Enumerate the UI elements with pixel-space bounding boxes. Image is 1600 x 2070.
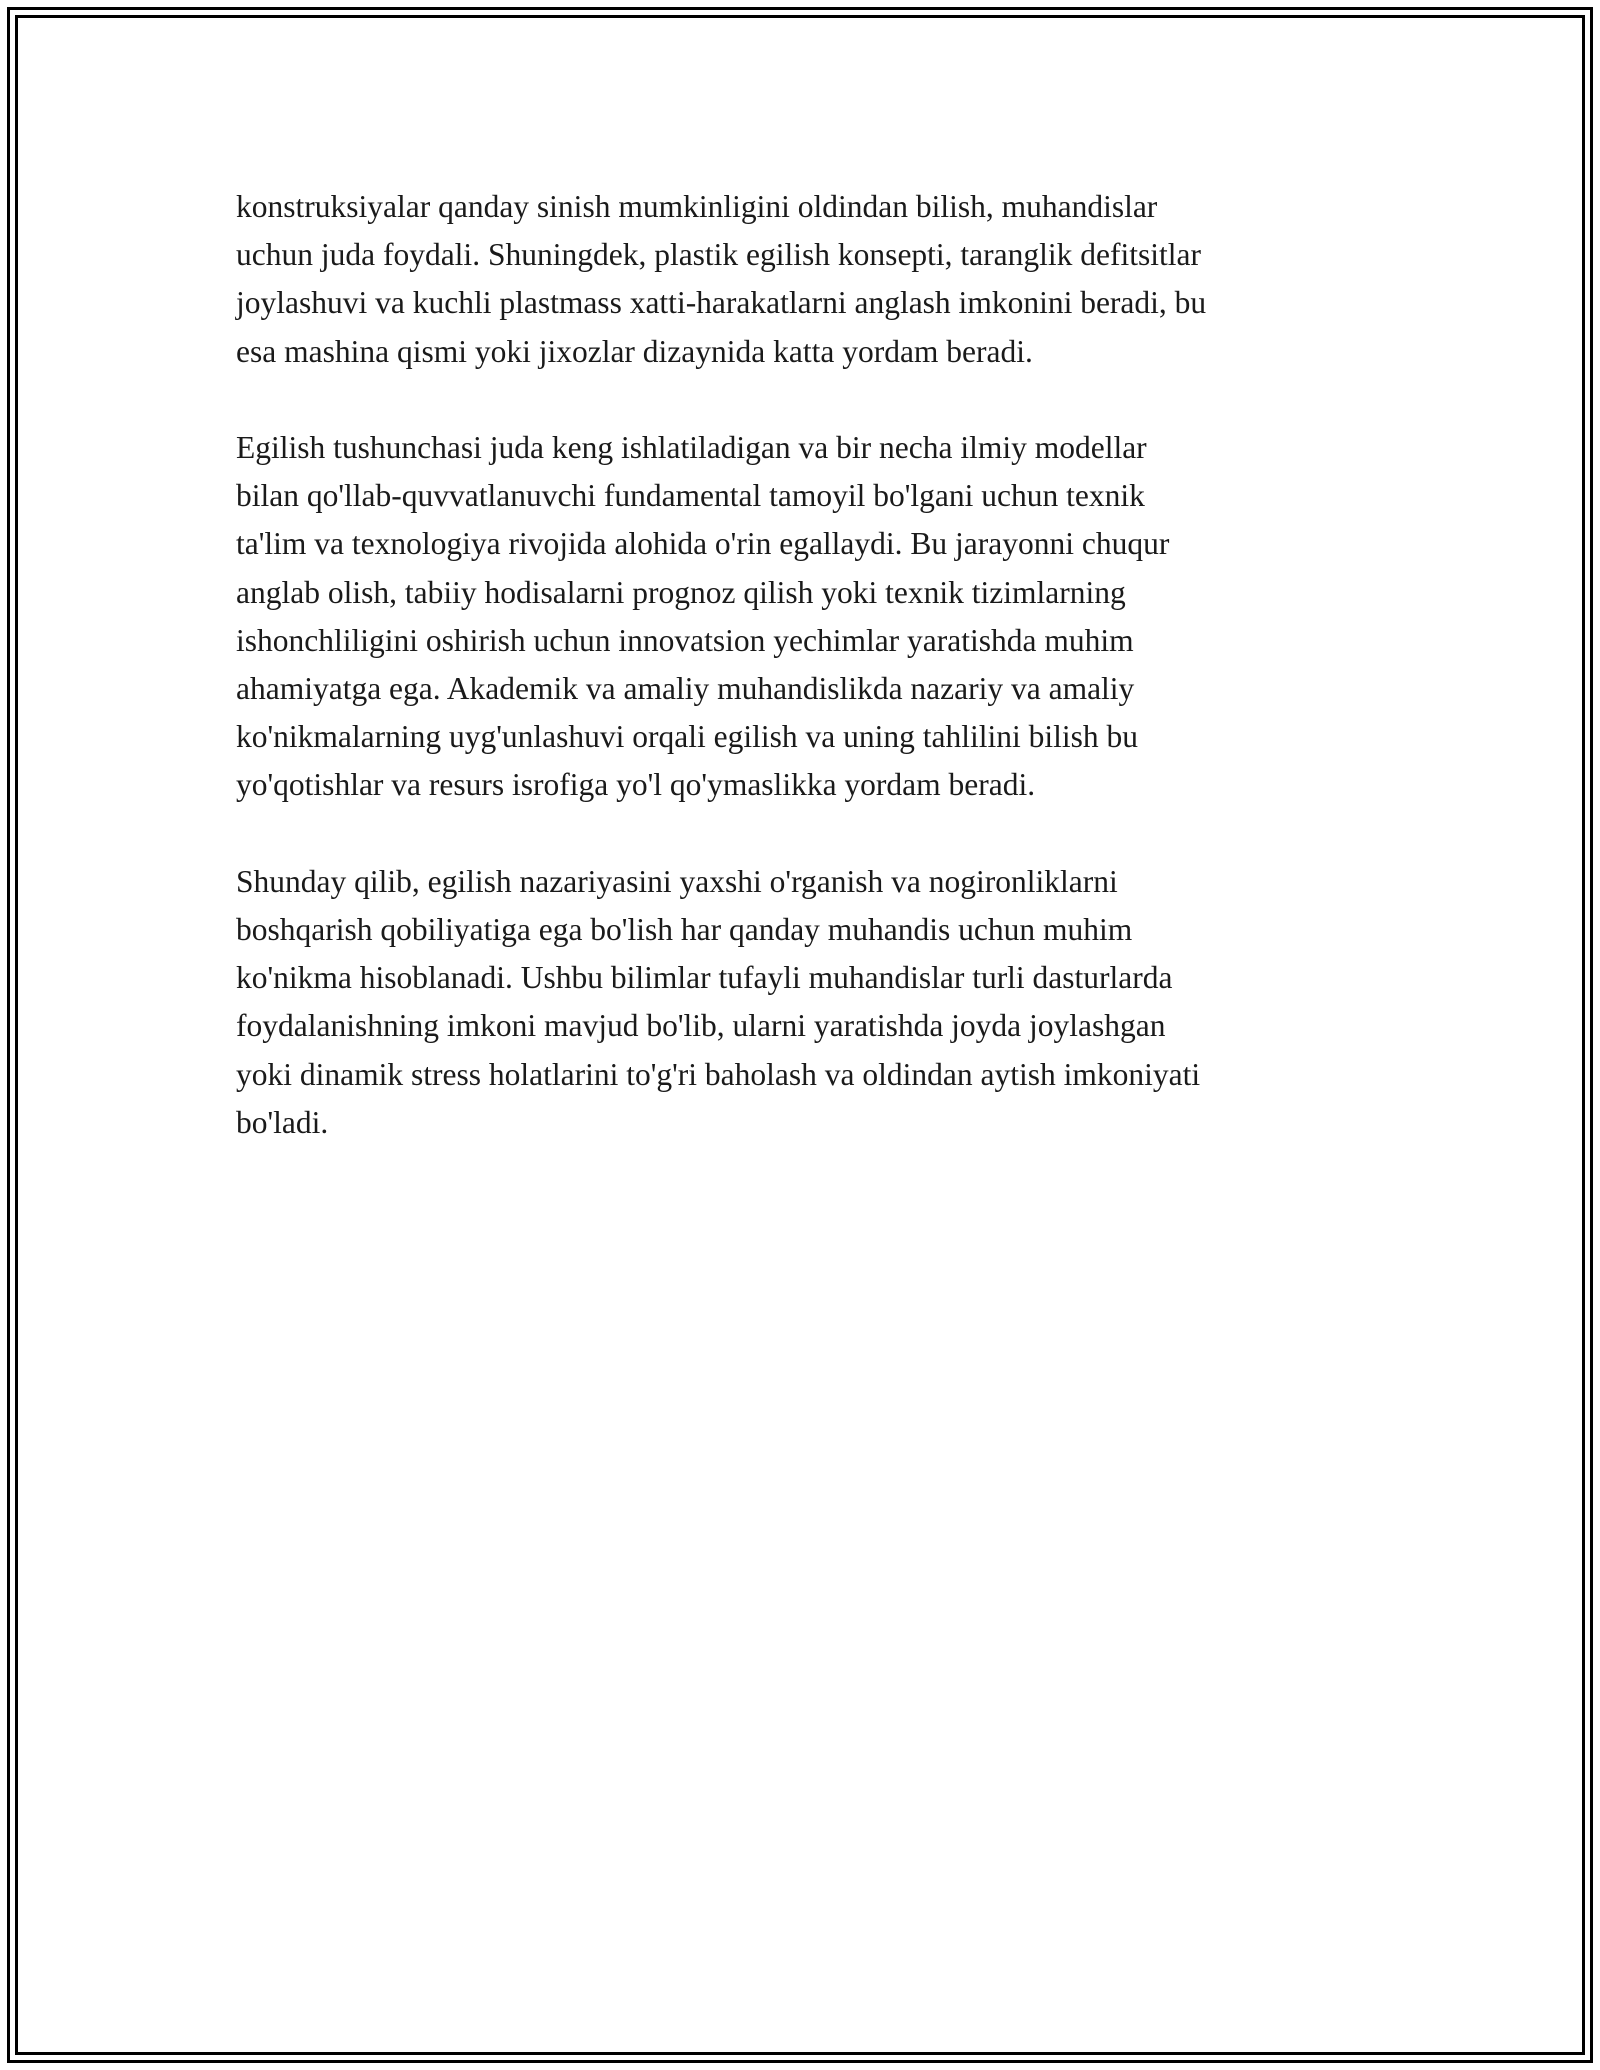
text-line: ishonchliligini oshirish uchun innovatsion yechimlar yaratishda muhim: [236, 622, 1134, 658]
text-line: bo'ladi.: [236, 1104, 329, 1140]
text-line: ta'lim va texnologiya rivojida alohida o'rin egallaydi. Bu jarayonni chuqur: [236, 526, 1170, 562]
text-line: ahamiyatga ega. Akademik va amaliy muhandislikda nazariy va amaliy: [236, 671, 1135, 707]
text-line: foydalanishning imkoni mavjud bo'lib, ularni yaratishda joyda joylashgan: [236, 1008, 1166, 1044]
text-line: konstruksiyalar qanday sinish mumkinligini oldindan bilish, muhandislar: [236, 189, 1158, 224]
document-body: [236, 183, 1376, 1195]
text-line: esa mashina qismi yoki jixozlar dizaynida katta yordam beradi.: [236, 333, 1033, 369]
text-line: yoki dinamik stress holatlarini to'g'ri baholash va oldindan aytish imkoniyati: [236, 1056, 1201, 1092]
text-line: yo'qotishlar va resurs isrofiga yo'l qo'ymaslikka yordam beradi.: [236, 767, 1036, 803]
paragraph-1: [236, 183, 1376, 376]
text-line: anglab olish, tabiiy hodisalarni prognoz qilish yoki texnik tizimlarning: [236, 574, 1126, 610]
text-line: Shunday qilib, egilish nazariyasini yaxshi o'rganish va nogironliklarni: [236, 863, 1118, 899]
text-line: uchun juda foydali. Shuningdek, plastik egilish konsepti, taranglik defitsitlar: [236, 237, 1201, 273]
paragraph-3: [236, 858, 1376, 1147]
text-line: bilan qo'llab-quvvatlanuvchi fundamental tamoyil bo'lgani uchun texnik: [236, 478, 1145, 514]
text-line: Egilish tushunchasi juda keng ishlatiladigan va bir necha ilmiy modellar: [236, 430, 1147, 465]
text-line: ko'nikma hisoblanadi. Ushbu bilimlar tufayli muhandislar turli dasturlarda: [236, 960, 1173, 996]
text-line: joylashuvi va kuchli plastmass xatti-harakatlarni anglash imkonini beradi, bu: [236, 285, 1207, 321]
paragraph-2: [236, 424, 1376, 810]
text-line: boshqarish qobiliyatiga ega bo'lish har qanday muhandis uchun muhim: [236, 912, 1133, 948]
text-line: ko'nikmalarning uyg'unlashuvi orqali egilish va uning tahlilini bilish bu: [236, 719, 1139, 755]
